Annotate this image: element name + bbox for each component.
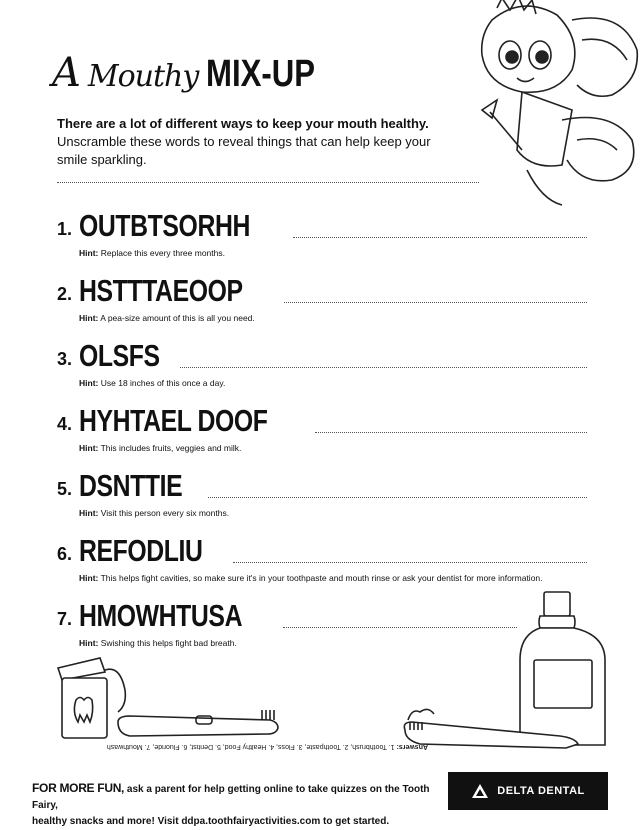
item-number: 4. — [57, 414, 73, 434]
delta-triangle-icon — [471, 783, 489, 799]
hint: Hint: Visit this person every six months. — [79, 508, 230, 518]
puzzle-item-6 — [57, 535, 587, 583]
scrambled-word: DSNTTIE — [79, 468, 183, 503]
footer-lead: FOR MORE FUN, — [32, 781, 125, 795]
footer-text2: healthy snacks and more! Visit ddpa.toothfairyactivities.com to get started. — [32, 816, 390, 827]
hint: Hint: Replace this every three months. — [79, 248, 225, 258]
page-title — [52, 50, 339, 96]
puzzle-item-1 — [57, 210, 587, 258]
puzzle-item-2 — [57, 275, 587, 323]
brand-name: DELTA DENTAL — [497, 785, 585, 797]
intro-text — [57, 115, 452, 169]
footer-text — [32, 780, 442, 830]
title-script-a: A — [52, 50, 80, 96]
answer-line[interactable] — [180, 367, 587, 368]
dental-items-illustration — [0, 590, 643, 750]
scrambled-word: OUTBTSORHH — [79, 208, 250, 243]
scrambled-word: HYHTAEL DOOF — [79, 403, 268, 438]
item-number: 1. — [57, 219, 73, 239]
title-script-mouthy: Mouthy — [87, 59, 199, 94]
intro-bold: There are a lot of different ways to keep your mouth healthy. — [57, 116, 429, 131]
puzzle-item-4 — [57, 405, 587, 453]
answer-line[interactable] — [208, 497, 587, 498]
hint: Hint: Use 18 inches of this once a day. — [79, 378, 226, 388]
hint: Hint: This includes fruits, veggies and milk. — [79, 443, 242, 453]
tooth-fairy-illustration — [462, 0, 643, 214]
intro-body: Unscramble these words to reveal things that can help keep your smile sparkling. — [57, 134, 431, 167]
item-number: 3. — [57, 349, 73, 369]
toothbrush-icon — [118, 710, 278, 736]
puzzle-item-3 — [57, 340, 587, 388]
scrambled-word: OLSFS — [79, 338, 160, 373]
scrambled-word: HMOWHTUSA — [79, 598, 243, 633]
answer-line[interactable] — [233, 562, 587, 563]
hint: Hint: A pea-size amount of this is all you need. — [79, 313, 255, 323]
answer-line[interactable] — [284, 302, 587, 303]
puzzle-item-5 — [57, 470, 587, 518]
answer-line[interactable] — [315, 432, 587, 433]
mouthwash-bottle-icon — [520, 592, 605, 745]
title-bold: MIX-UP — [206, 53, 316, 95]
item-number: 5. — [57, 479, 73, 499]
footer-text1: ask a parent for help getting online to take quizzes on the Tooth Fairy, — [32, 784, 430, 811]
item-number: 6. — [57, 544, 73, 564]
answer-line[interactable] — [293, 237, 587, 238]
hint: Hint: This helps fight cavities, so make sure it's in your toothpaste and mouth rinse or ask your dentist for more information. — [79, 573, 543, 583]
delta-dental-logo — [448, 772, 608, 810]
scrambled-word: REFODLIU — [79, 533, 203, 568]
item-number: 2. — [57, 284, 73, 304]
answers-upside-down: Answers: 1. Toothbrush, 2. Toothpaste, 3. Floss, 4. Healthy Food, 5. Dentist, 6. Fluoride, 7. Mouthwash — [106, 743, 428, 750]
item-number: 7. — [57, 609, 73, 629]
scrambled-word: HSTTTAEOOP — [79, 273, 243, 308]
hint: Hint: Swishing this helps fight bad breath. — [79, 638, 237, 648]
intro-divider — [57, 182, 479, 183]
floss-box-icon — [58, 658, 125, 738]
